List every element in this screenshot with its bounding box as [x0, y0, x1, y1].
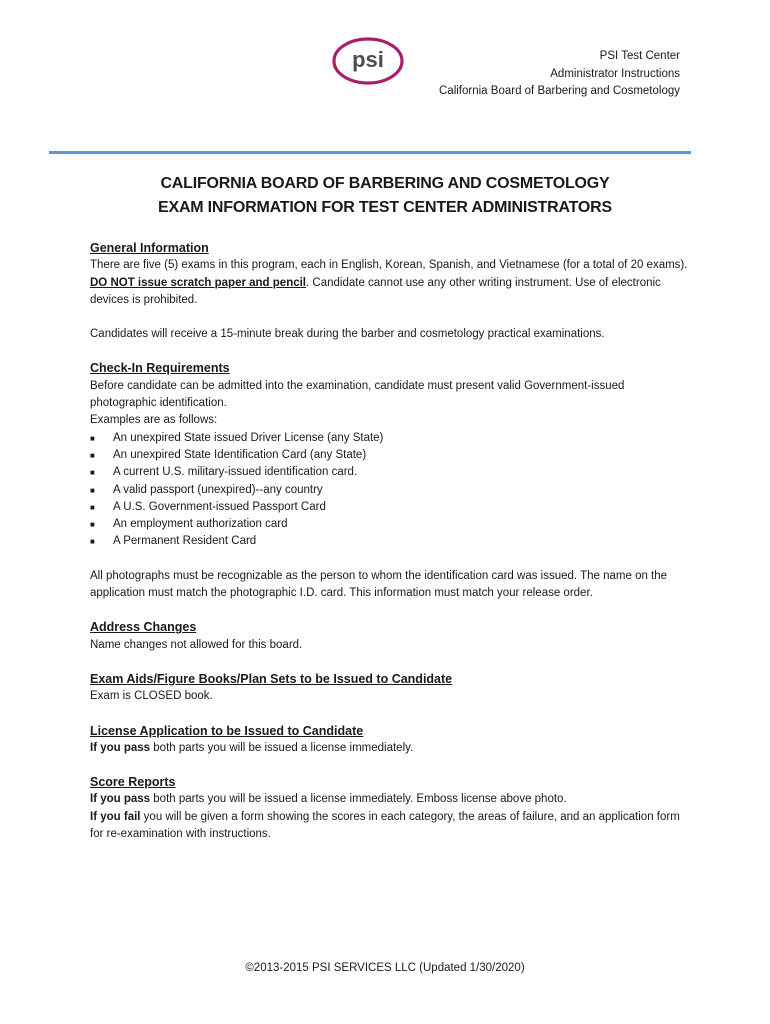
list-item-text: A Permanent Resident Card: [113, 535, 257, 548]
list-item: [90, 430, 690, 447]
list-item-text: A current U.S. military-issued identification card.: [113, 466, 358, 479]
header-line-3: California Board of Barbering and Cosmetology: [439, 85, 680, 97]
list-item: [90, 482, 690, 499]
break-paragraph: Candidates will receive a 15-minute break during the barber and cosmetology practical examinations.: [90, 328, 605, 341]
scores-pass-bold: If you pass: [90, 793, 151, 806]
logo-text: psi: [352, 47, 384, 72]
title-line-1: CALIFORNIA BOARD OF BARBERING AND COSMETOLOGY: [160, 175, 610, 192]
license-text: both parts you will be issued a license immediately.: [150, 741, 414, 754]
list-item-text: An employment authorization card: [113, 518, 288, 531]
license-bold: If you pass: [90, 741, 151, 754]
checkin-heading: Check-In Requirements: [90, 361, 230, 376]
list-item: [90, 533, 690, 550]
bullet-icon: ■: [90, 433, 95, 443]
bullet-icon: ■: [90, 450, 95, 460]
general-heading: General Information: [90, 241, 209, 255]
list-item: [90, 499, 690, 516]
checkin-intro: Before candidate can be admitted into the examination, candidate must present valid Government-issued photographic identification.: [90, 379, 625, 410]
bullet-icon: ■: [90, 520, 95, 530]
aids-text: Exam is CLOSED book.: [90, 690, 213, 703]
bullet-icon: ■: [90, 468, 95, 478]
psi-logo: [331, 36, 405, 86]
list-item-text: An unexpired State issued Driver License (any State): [113, 431, 384, 444]
address-text: Name changes not allowed for this board.: [90, 638, 303, 651]
id-list: [90, 430, 690, 551]
list-item-text: A valid passport (unexpired)--any country: [113, 483, 323, 496]
header-divider: [49, 151, 691, 154]
list-item: [90, 516, 690, 533]
bullet-icon: ■: [90, 537, 95, 547]
aids-heading: Exam Aids/Figure Books/Plan Sets to be Issued to Candidate: [90, 671, 453, 686]
header-line-2: Administrator Instructions: [550, 67, 680, 80]
general-paragraph: [90, 257, 690, 309]
header-info: [439, 48, 680, 101]
title-line-2: EXAM INFORMATION FOR TEST CENTER ADMINISTRATORS: [158, 199, 612, 216]
scores-fail-bold: If you fail: [90, 810, 141, 823]
list-item-text: An unexpired State Identification Card (any State): [113, 448, 367, 461]
scores-pass-paragraph: [90, 791, 690, 808]
general-text-1: There are five (5) exams in this program, each in English, Korean, Spanish, and Vietnamese (for a total of 20 exams).: [90, 259, 688, 272]
header-line-1: PSI Test Center: [599, 50, 680, 62]
scores-fail-text: you will be given a form showing the scores in each category, the areas of failure, and an application form for re-examination with instructions.: [90, 810, 680, 841]
list-item-text: A U.S. Government-issued Passport Card: [113, 500, 326, 513]
license-heading: License Application to be Issued to Candidate: [90, 723, 364, 738]
document-body: [90, 240, 690, 843]
list-item: [90, 464, 690, 481]
scores-fail-paragraph: [90, 809, 690, 844]
list-item: [90, 447, 690, 464]
bullet-icon: ■: [90, 485, 95, 495]
footer-copyright: ©2013-2015 PSI SERVICES LLC (Updated 1/30/2020): [245, 962, 525, 974]
scores-pass-text: both parts you will be issued a license immediately. Emboss license above photo.: [150, 793, 567, 806]
document-title: [60, 172, 710, 220]
bullet-icon: ■: [90, 502, 95, 512]
license-paragraph: [90, 740, 690, 757]
checkin-examples: Examples are as follows:: [90, 414, 218, 427]
general-text-2: . Candidate cannot use any other writing instrument. Use of electronic devices is prohibited.: [90, 276, 661, 306]
photos-paragraph: All photographs must be recognizable as the person to whom the identification card was issued. The name on the application must match the photographic I.D. card. This information must match your release order.: [90, 569, 668, 600]
address-heading: Address Changes: [90, 620, 197, 635]
scores-heading: Score Reports: [90, 775, 176, 790]
general-bold-warning: DO NOT issue scratch paper and pencil: [90, 276, 307, 289]
